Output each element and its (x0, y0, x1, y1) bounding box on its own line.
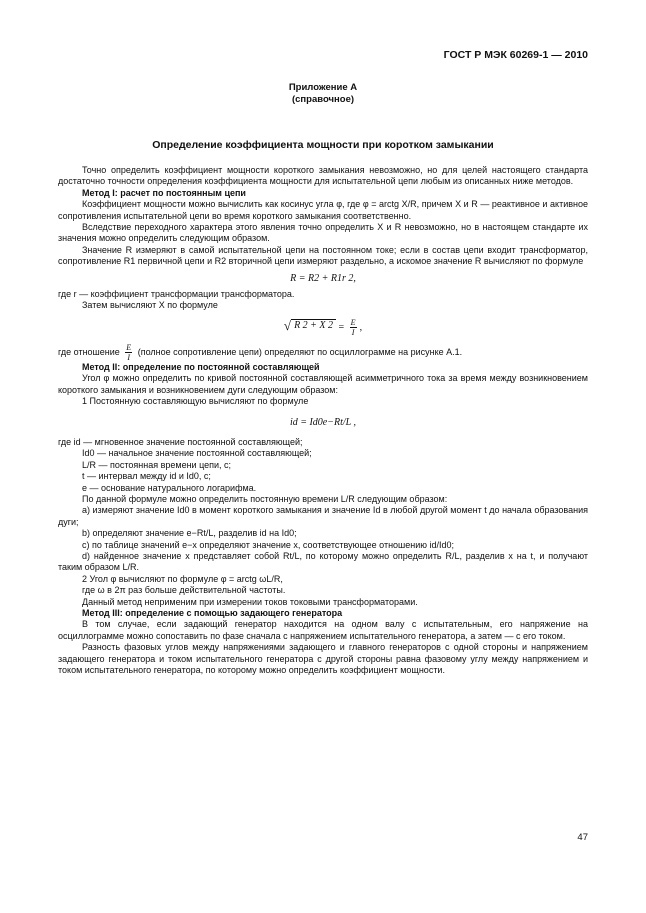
equals-sign: = (338, 321, 345, 333)
appendix-heading (0, 82, 646, 106)
ratio-fraction (125, 343, 132, 362)
paragraph-m2-6: Данный метод неприменим при измерении токов токовыми трансформаторами. (82, 596, 418, 607)
where-item: где id — мгновенное значение постоянной составляющей; (58, 436, 303, 447)
method-2-title: Метод II: определение по постоянной составляющей (82, 361, 320, 372)
paragraph-m3-1: В том случае, если задающий генератор находится на одном валу с испытательным, его напряжение на осциллограмме можно сопоставить по фазе сначала с напряжением испытательного генератора, а затем — с его током. (58, 619, 588, 641)
where-item: Id0 — начальное значение постоянной составляющей; (82, 448, 312, 459)
where-item: e — основание натурального логарифма. (82, 482, 257, 493)
page-number: 47 (577, 832, 588, 843)
paragraph-intro: Точно определить коэффициент мощности короткого замыкания невозможно, но для целей настоящего стандарта достаточно точности определения коэффициента мощности для испытательной цепи любым из описанных ниже методов. (58, 165, 588, 187)
paragraph-m1-2: Вследствие переходного характера этого явления точно определить X и R невозможно, но в настоящем стандарте их значения можно определить следующим образом. (58, 222, 588, 244)
fraction-e-i (350, 318, 357, 337)
sqrt-sign-icon: √ (283, 317, 292, 333)
where-list (58, 437, 588, 494)
paragraph-m2-1: Угол φ можно определить по кривой постоянной составляющей асимметричного тока за время между возникновением короткого замыкания и возникновением дуги следующим образом: (58, 373, 588, 395)
step-d: d) найденное значение x представляет собой Rt/L, по которому можно определить R/L, разделив x на t, и получают таким образом L/R. (58, 550, 588, 573)
paragraph-m1-6 (58, 343, 588, 362)
appendix-title: Приложение А (288, 82, 358, 93)
method-1-title: Метод I: расчет по постоянным цепи (82, 187, 246, 198)
paragraph-m2-2: 1 Постоянную составляющую вычисляют по формуле (82, 396, 309, 407)
method-3-title: Метод III: определение с помощью задающего генератора (82, 608, 343, 618)
formula-dc-component: id = Id0e−Rt/L , (289, 416, 357, 428)
section-title: Определение коэффициента мощности при коротком замыкании (152, 139, 494, 151)
paragraph-m2-5: где ω в 2π раз больше действительной частоты. (82, 585, 286, 596)
paragraph-m1-3: Значение R измеряют в самой испытательной цепи на постоянном токе; если в состав цепи входит трансформатор, сопротивление R1 первичной цепи и R2 вторичной цепи измеряют раздельно, а искомое значение R вычисляют по формуле (58, 244, 588, 267)
step-b: b) определяют значение e−Rt/L, разделив id на Id0; (82, 528, 297, 539)
formula-tail: , (359, 321, 363, 333)
paragraph-m1-5: Затем вычисляют X по формуле (82, 300, 218, 311)
step-c: с) по таблице значений e−x определяют значение x, соответствующее отношению id/Id0; (82, 539, 455, 550)
paragraph-m3-2: Разность фазовых углов между напряжениями задающего и главного генераторов с одной стороны и напряжением задающего генератора и током испытательного генератора с другой стороны равна фазовому углу между напряжением и током испытательного генератора, по которому можно определить коэффициент мощности. (58, 642, 588, 676)
paragraph-m1-1: Коэффициент мощности можно вычислить как косинус угла φ, где φ = arctg X/R, причем X и R — реактивное и активное сопротивления испытательной цепи во время короткого замыкания соответственно. (58, 199, 588, 221)
ratio-numerator: E (126, 342, 132, 352)
ratio-prefix: где отношение (58, 346, 120, 357)
fraction-numerator: E (350, 317, 356, 327)
document-header: ГОСТ Р МЭК 60269-1 — 2010 (443, 49, 588, 61)
where-item: t — интервал между id и Id0, с; (82, 471, 211, 482)
ratio-suffix: (полное сопротивление цепи) определяют по осциллограмме на рисунке А.1. (137, 346, 463, 357)
formula-impedance (58, 318, 588, 337)
paragraph-m2-3: По данной формуле можно определить постоянную времени L/R следующим образом: (82, 493, 448, 504)
ratio-denominator: I (127, 352, 131, 362)
formula-r: R = R2 + R1r 2, (290, 272, 356, 284)
paragraph-m1-4: где r — коэффициент трансформации трансформатора. (58, 289, 295, 300)
paragraph-m2-4: 2 Угол φ вычисляют по формуле φ = arctg ωL/R, (82, 573, 283, 584)
step-a: а) измеряют значение Id0 в момент короткого замыкания и значение Id в любой другой момент t до начала образования дуги; (58, 505, 588, 527)
radicand: R 2 + X 2 (291, 319, 336, 331)
fraction-denominator: I (351, 327, 355, 337)
sqrt-expression (284, 319, 336, 331)
appendix-note: (справочное) (291, 94, 355, 105)
document-body (58, 165, 588, 676)
where-item: L/R — постоянная времени цепи, с; (82, 459, 232, 470)
